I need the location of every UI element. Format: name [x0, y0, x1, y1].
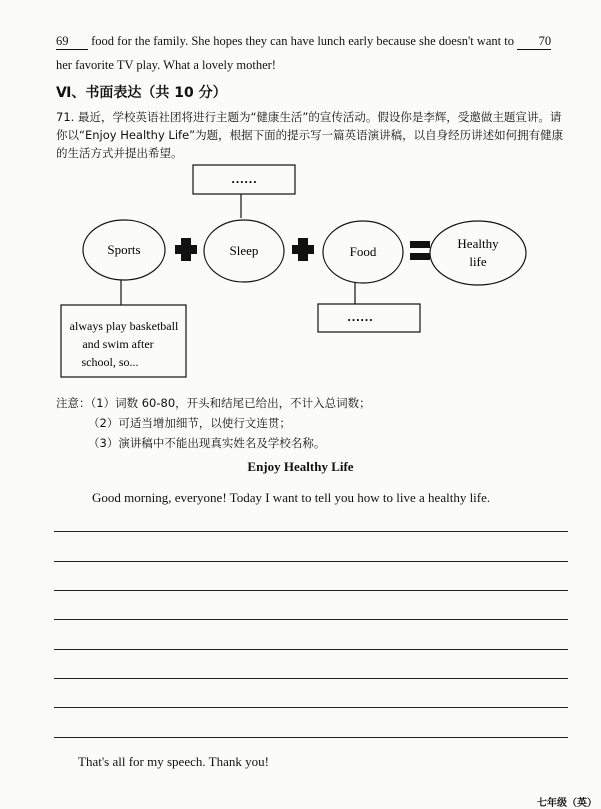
- writing-line[interactable]: [54, 678, 568, 679]
- section-heading: Ⅵ、书面表达（共 10 分）: [56, 85, 227, 101]
- result-ellipse: [430, 221, 526, 285]
- question-prompt: 71. 最近，学校英语社团将进行主题为“健康生活”的宣传活动。假设你是李辉，受邀做主题宣讲。请你以“Enjoy Healthy Life”为题，根据下面的提示写一篇英语演讲稿，以自身经历讲述如何拥有健康的生活方式并提出希望。: [56, 110, 564, 160]
- writing-line[interactable]: [54, 649, 568, 650]
- sports-box-line-1: always play basketball: [69, 319, 179, 333]
- node-result-line-2: life: [469, 254, 487, 269]
- writing-line[interactable]: [54, 531, 568, 532]
- blank-69: 69: [56, 34, 88, 50]
- previous-question-line-2: her favorite TV play. What a lovely mother!: [56, 58, 276, 72]
- bottom-box-text: ……: [347, 309, 373, 324]
- node-sleep: Sleep: [229, 243, 259, 258]
- note-item-3: （3）演讲稿中不能出现真实姓名及学校名称。: [88, 436, 326, 450]
- notes-block: [56, 393, 371, 453]
- node-food: Food: [349, 244, 377, 259]
- note-item-1: （1）词数 60-80，开头和结尾已给出，不计入总词数；: [90, 396, 371, 410]
- plus-icon-1: [175, 238, 197, 261]
- top-box-text: ……: [231, 171, 257, 186]
- writing-line[interactable]: [54, 737, 568, 738]
- essay-closing: That's all for my speech. Thank you!: [78, 754, 269, 769]
- notes-label: 注意：: [56, 396, 91, 410]
- writing-line[interactable]: [54, 561, 568, 562]
- equals-icon: [410, 241, 430, 260]
- node-result-line-1: Healthy: [457, 236, 499, 251]
- essay-opening: Good morning, everyone! Today I want to tell you how to live a healthy life.: [92, 490, 491, 505]
- plus-icon-2: [292, 238, 314, 261]
- node-sports: Sports: [107, 242, 141, 257]
- previous-question-text-a: food for the family. She hopes they can have lunch early because she doesn't want to: [91, 34, 514, 48]
- note-item-2: （2）可适当增加细节，以使行文连贯；: [88, 416, 291, 430]
- page-footer: 七年级（英）: [537, 798, 597, 809]
- sports-box-line-2: and swim after: [82, 337, 154, 351]
- blank-70: 70: [517, 34, 551, 50]
- essay-title: Enjoy Healthy Life: [247, 459, 354, 474]
- writing-line[interactable]: [54, 707, 568, 708]
- writing-line[interactable]: [54, 619, 568, 620]
- sports-box-line-3: school, so...: [81, 355, 139, 369]
- writing-line[interactable]: [54, 590, 568, 591]
